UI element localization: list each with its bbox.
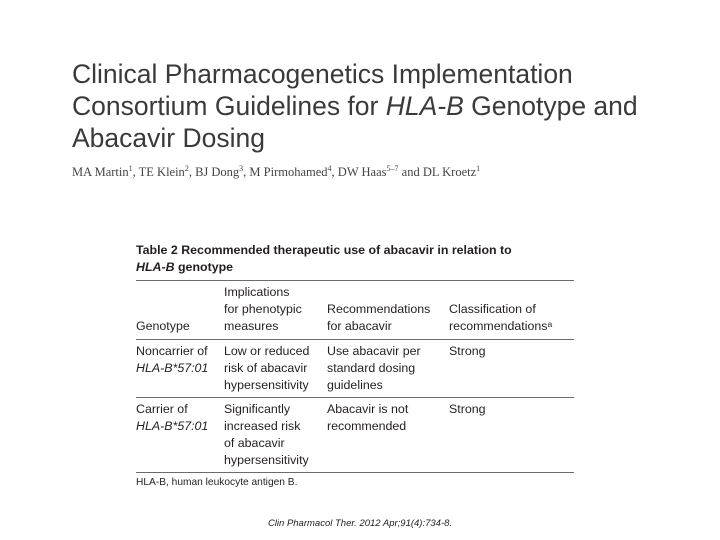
cell-text: increased risk <box>224 419 301 433</box>
header-text: for abacavir <box>327 319 392 333</box>
author-affiliation: 1 <box>476 164 481 173</box>
author-affiliation: 2 <box>184 164 189 173</box>
cell-text: Strong <box>449 344 486 358</box>
table-row <box>136 340 574 397</box>
author: TE Klein <box>138 165 185 180</box>
header-implications <box>224 281 327 339</box>
recommendation-table <box>136 242 574 490</box>
cell-text: hypersensitivity <box>224 453 309 467</box>
cell-text: recommended <box>327 419 407 433</box>
table-footnote: HLA-B, human leukocyte antigen B. <box>136 477 298 488</box>
cell-genotype <box>136 340 224 397</box>
cell-text: Significantly <box>224 402 291 416</box>
cell-genotype <box>136 398 224 472</box>
cell-text: Abacavir is not <box>327 402 409 416</box>
cell-text: hypersensitivity <box>224 378 309 392</box>
cell-classification <box>449 398 574 472</box>
citation: Clin Pharmacol Ther. 2012 Apr;91(4):734-8. <box>267 518 453 529</box>
author-affiliation: 5–7 <box>386 164 399 173</box>
author-separator: , <box>331 165 338 180</box>
cell-text: Carrier of <box>136 402 188 416</box>
title-line-3: Abacavir Dosing <box>72 123 265 153</box>
header-recommendations <box>327 281 449 339</box>
author-separator: , <box>243 165 250 180</box>
author-separator: , <box>188 165 196 180</box>
caption-gene-name: HLA-B <box>136 260 175 274</box>
table-caption-line-2 <box>136 259 574 276</box>
author: DW Haas <box>337 165 387 180</box>
author: DL Kroetz <box>422 165 477 180</box>
cell-text: Strong <box>449 402 486 416</box>
table-header-row <box>136 281 574 339</box>
title-line-2-suffix: Genotype and <box>463 91 638 121</box>
cell-text: standard dosing <box>327 361 416 375</box>
table-row <box>136 398 574 472</box>
header-text: Implications <box>224 285 290 299</box>
cell-text: guidelines <box>327 378 383 392</box>
cell-text: risk of abacavir <box>224 361 308 375</box>
cell-implications <box>224 398 327 472</box>
author: MA Martin <box>72 165 129 180</box>
author-affiliation: 3 <box>239 164 244 173</box>
cell-text: Use abacavir per <box>327 344 421 358</box>
author-separator: , <box>132 165 139 180</box>
paper-title <box>72 58 692 154</box>
cell-allele: HLA-B*57:01 <box>136 419 209 433</box>
author-affiliation: 4 <box>327 164 332 173</box>
cell-text: of abacavir <box>224 436 285 450</box>
title-line-2-prefix: Consortium Guidelines for <box>72 91 386 121</box>
author-separator: and <box>398 165 423 180</box>
title-gene-name: HLA-B <box>385 91 464 121</box>
title-line-2 <box>72 90 692 122</box>
title-line-1: Clinical Pharmacogenetics Implementation <box>72 59 573 89</box>
table-caption-line-1: Table 2 Recommended therapeutic use of abacavir in relation to <box>136 243 512 257</box>
cell-text: Noncarrier of <box>136 344 208 358</box>
header-classification <box>449 281 574 339</box>
header-text: measures <box>224 319 279 333</box>
author: BJ Dong <box>195 165 240 180</box>
table-caption <box>136 242 574 276</box>
header-text: for phenotypic <box>224 302 302 316</box>
cell-allele: HLA-B*57:01 <box>136 361 209 375</box>
cell-recommendation <box>327 398 449 472</box>
header-text: Recommendations <box>327 302 431 316</box>
cell-text: Low or reduced <box>224 344 310 358</box>
header-text: Genotype <box>136 319 190 333</box>
cell-recommendation <box>327 340 449 397</box>
header-genotype <box>136 281 224 339</box>
caption-suffix: genotype <box>174 260 234 274</box>
cell-implications <box>224 340 327 397</box>
header-text: Classification of <box>449 302 536 316</box>
cell-classification <box>449 340 574 397</box>
author: M Pirmohamed <box>249 165 328 180</box>
author-affiliation: 1 <box>128 164 133 173</box>
header-text: recommendationsᵃ <box>449 319 553 333</box>
author-list <box>72 164 692 180</box>
